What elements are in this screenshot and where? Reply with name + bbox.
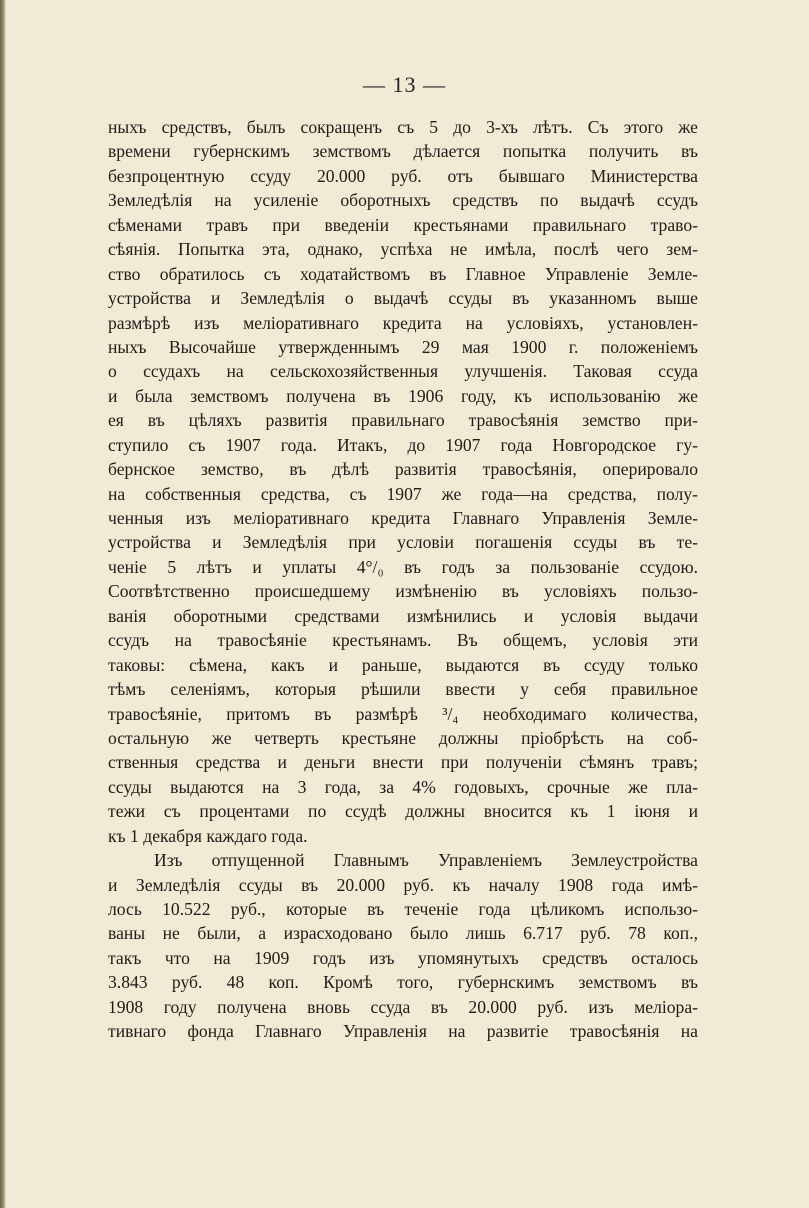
text-line: тѣмъ селеніямъ, которыя рѣшили ввести у себя правильное: [108, 679, 698, 700]
text-line: тежи съ процентами по ссудѣ должны вносится къ 1 іюня и: [108, 801, 698, 822]
text-line: ченіе 5 лѣтъ и уплаты 4°/₀ въ годъ за пользованіе ссудою.: [108, 556, 698, 577]
text-line: на собственныя средства, съ 1907 же года—на средства, полу-: [108, 483, 698, 504]
text-line: ея въ цѣляхъ развитія правильнаго травосѣянія земство при-: [108, 410, 698, 431]
body-text: [108, 115, 698, 1044]
text-line: сѣянія. Попытка эта, однако, успѣха не имѣла, послѣ чего зем-: [108, 239, 698, 260]
text-line: ныхъ Высочайше утвержденнымъ 29 мая 1900 г. положеніемъ: [108, 336, 698, 357]
text-line: ванія оборотными средствами измѣнились и условія выдачи: [108, 605, 698, 626]
text-line: о ссудахъ на сельскохозяйственныя улучшенія. Таковая ссуда: [108, 361, 698, 382]
text-line: устройства и Земледѣлія о выдачѣ ссуды въ указанномъ выше: [108, 288, 698, 309]
text-line: ссуды выдаются на 3 года, за 4% годовыхъ, срочные же пла-: [108, 776, 698, 797]
text-line: 3.843 руб. 48 коп. Кромѣ того, губернскимъ земствомъ въ: [108, 972, 698, 993]
text-line: бернское земство, въ дѣлѣ развитія травосѣянія, оперировало: [108, 459, 698, 480]
text-line: ступило съ 1907 года. Итакъ, до 1907 года Новгородское гу-: [108, 434, 698, 455]
text-line: Изъ отпущенной Главнымъ Управленіемъ Землеустройства: [154, 850, 698, 871]
text-line: устройства и Земледѣлія при условіи погашенія ссуды въ те-: [108, 532, 698, 553]
text-line: времени губернскимъ земствомъ дѣлается попытка получить въ: [108, 141, 698, 162]
text-line: Соотвѣтственно происшедшему измѣненію въ условіяхъ пользо-: [108, 581, 698, 602]
text-line: и Земледѣлія ссуды въ 20.000 руб. къ началу 1908 года имѣ-: [108, 874, 698, 895]
text-line: остальную же четверть крестьяне должны пріобрѣсть на соб-: [108, 727, 698, 748]
text-line: ныхъ средствъ, былъ сокращенъ съ 5 до 3-хъ лѣтъ. Съ этого же: [108, 117, 698, 137]
page-binding-edge: [0, 0, 6, 1208]
page-number: — 13 —: [363, 72, 446, 97]
text-line: сѣменами травъ при введеніи крестьянами правильнаго траво-: [108, 214, 698, 235]
text-line: къ 1 декабря каждаго года.: [108, 825, 308, 846]
text-line: ство обратилось съ ходатайствомъ въ Главное Управленіе Земле-: [108, 263, 698, 284]
text-line: травосѣяніе, притомъ въ размѣрѣ ³/₄ необходимаго количества,: [108, 703, 698, 724]
text-line: ваны не были, а израсходовано было лишь 6.717 руб. 78 коп.,: [108, 923, 698, 944]
text-line: и была земствомъ получена въ 1906 году, къ использованію же: [108, 385, 698, 406]
text-line: ственныя средства и деньги внести при полученіи сѣмянъ травъ;: [108, 752, 698, 773]
text-line: тивнаго фонда Главнаго Управленія на развитіе травосѣянія на: [108, 1021, 698, 1042]
text-line: размѣрѣ изъ меліоративнаго кредита на условіяхъ, установлен-: [108, 312, 698, 333]
text-line: ченныя изъ меліоративнаго кредита Главнаго Управленія Земле-: [108, 508, 698, 528]
text-line: безпроцентную ссуду 20.000 руб. отъ бывшаго Министерства: [108, 165, 698, 186]
text-line: таковы: сѣмена, какъ и раньше, выдаются въ ссуду только: [108, 654, 698, 675]
text-line: 1908 году получена вновь ссуда въ 20.000 руб. изъ меліора-: [108, 996, 698, 1017]
text-line: ссудъ на травосѣяніе крестьянамъ. Въ общемъ, условія эти: [108, 630, 698, 651]
text-line: лось 10.522 руб., которые въ теченіе года цѣликомъ использо-: [108, 899, 698, 919]
text-line: Земледѣлія на усиленіе оборотныхъ средствъ по выдачѣ ссудъ: [108, 190, 698, 211]
text-line: такъ что на 1909 годъ изъ упомянутыхъ средствъ осталось: [108, 947, 698, 968]
